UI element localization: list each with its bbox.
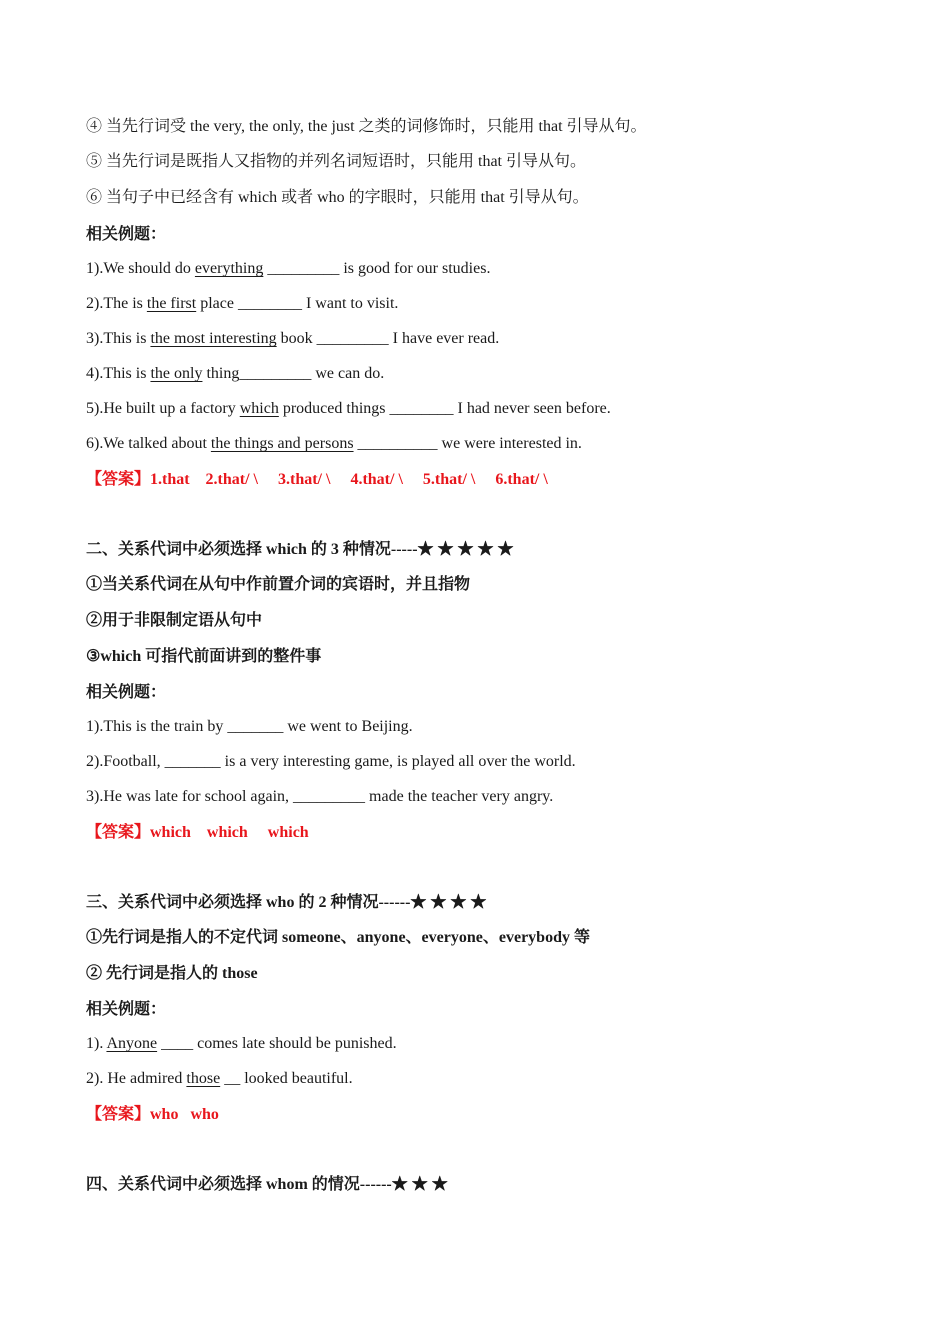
section-heading-whom: 四、关系代词中必须选择 whom 的情况------★ ★ ★ (86, 1176, 448, 1193)
rule-6: ⑥ 当句子中已经含有 which 或者 who 的字眼时，只能用 that 引导从句。 (86, 189, 589, 206)
example-question: 3).This is the most interesting book _________ I have ever read. (86, 330, 500, 347)
example-question: 1).We should do everything _________ is good for our studies. (86, 260, 491, 277)
example-question: 5).He built up a factory which produced things ________ I had never seen before. (86, 400, 611, 417)
example-question: 1). Anyone ____ comes late should be punished. (86, 1035, 397, 1052)
examples-label: 相关例题： (86, 1001, 167, 1018)
section-heading-which: 二、关系代词中必须选择 which 的 3 种情况-----★ ★ ★ ★ ★ (86, 541, 514, 558)
example-question: 2).Football, _______ is a very interesting game, is played all over the world. (86, 753, 576, 770)
rule-which-2: ②用于非限制定语从句中 (86, 612, 263, 629)
example-question: 3).He was late for school again, _________ made the teacher very angry. (86, 788, 554, 805)
example-question: 4).This is the only thing_________ we can do. (86, 365, 385, 382)
underlined-antecedent: Anyone (106, 1035, 158, 1052)
rule-who-2: ② 先行词是指人的 those (86, 965, 258, 982)
rule-5: ⑤ 当先行词是既指人又指物的并列名词短语时，只能用 that 引导从句。 (86, 153, 586, 170)
underlined-antecedent: the first (146, 295, 197, 312)
underlined-antecedent: the only (150, 365, 203, 382)
example-question: 1).This is the train by _______ we went to Beijing. (86, 718, 413, 735)
underlined-antecedent: the most interesting (150, 330, 277, 347)
rule-which-3: ③which 可指代前面讲到的整件事 (86, 648, 322, 665)
underlined-antecedent: which (239, 400, 279, 417)
examples-label: 相关例题： (86, 226, 167, 243)
underlined-antecedent: the things and persons (210, 435, 354, 452)
section-heading-who: 三、关系代词中必须选择 who 的 2 种情况------★ ★ ★ ★ (86, 894, 487, 911)
underlined-antecedent: those (186, 1070, 221, 1087)
rule-which-1: ①当关系代词在从句中作前置介词的宾语时，并且指物 (86, 576, 471, 593)
examples-label: 相关例题： (86, 684, 167, 701)
answer-line: 【答案】who who (86, 1106, 219, 1123)
answer-line: 【答案】which which which (86, 824, 309, 841)
rule-4: ④ 当先行词受 the very, the only, the just 之类的词修饰时，只能用 that 引导从句。 (86, 118, 647, 135)
example-question: 2). He admired those __ looked beautiful. (86, 1070, 353, 1087)
example-question: 6).We talked about the things and persons __________ we were interested in. (86, 435, 582, 452)
rule-who-1: ①先行词是指人的不定代词 someone、anyone、everyone、everybody 等 (86, 929, 590, 946)
answer-line: 【答案】1.that 2.that/ \ 3.that/ \ 4.that/ \ 5.that/ \ 6.that/ \ (86, 471, 548, 488)
underlined-antecedent: everything (194, 260, 264, 277)
example-question: 2).The is the first place ________ I want to visit. (86, 295, 399, 312)
